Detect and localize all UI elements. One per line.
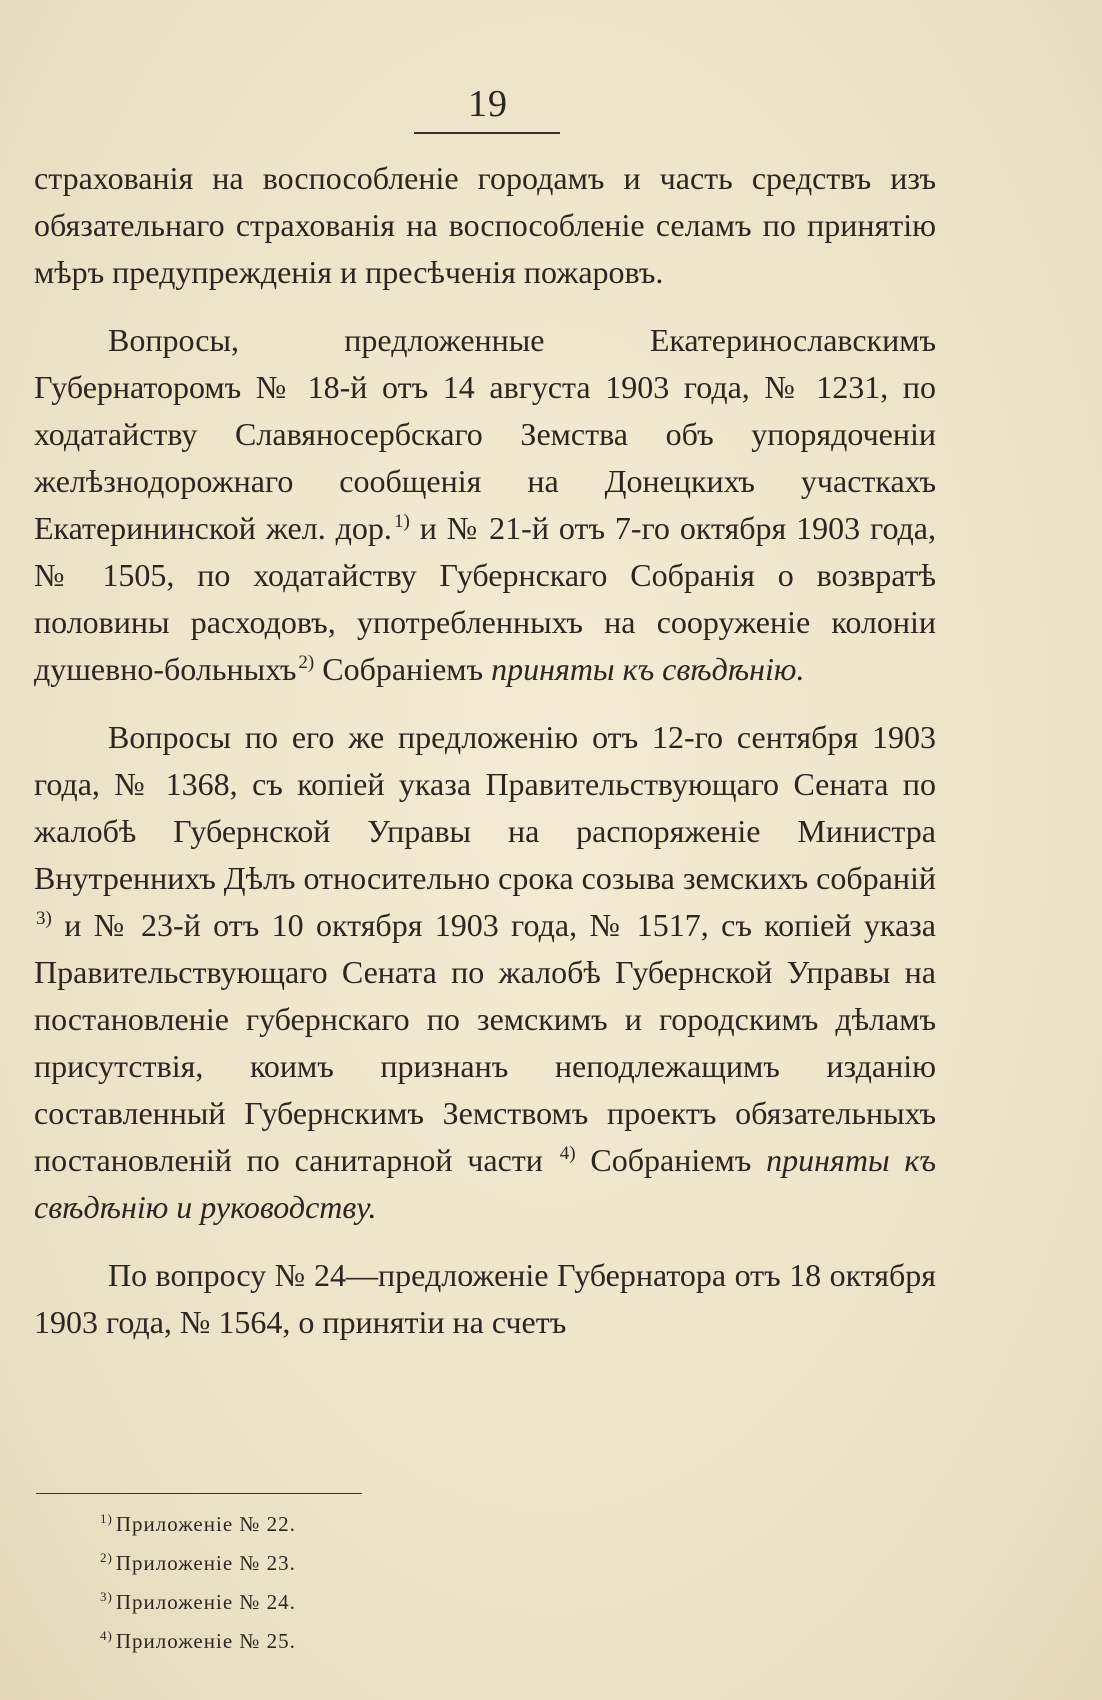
footnote-mark: 2) xyxy=(100,1550,113,1565)
text-run: и № 23-й отъ 10 октября 1903 года, № 1517, съ копіей указа Правительствующаго Сената по жалобѣ Губернской Управы на постановленіе губернскаго по земскимъ и городскимъ дѣламъ присутствія, коимъ признанъ неподлежащимъ изданію составленный Губернскимъ Земствомъ проектъ обязательныхъ постановленій по санитарной части xyxy=(34,907,936,1178)
footnote-mark: 3) xyxy=(100,1589,113,1604)
footnote xyxy=(100,1619,296,1658)
page-number: 19 xyxy=(468,83,508,125)
italic-phrase: приняты къ свѣдѣнію. xyxy=(491,651,805,687)
text-run: и № 21-й отъ 7-го октября 1903 года, № 1505, по ходатайству Губернскаго Собранія о возвратѣ половины расходовъ, употребленныхъ на сооруженіе колоніи душевно-больныхъ xyxy=(34,510,937,687)
footnote-reference: 2) xyxy=(298,652,315,674)
paragraph xyxy=(34,714,936,1231)
paragraph xyxy=(34,155,936,296)
footnote-text: Приложеніе № 22. xyxy=(115,1512,296,1536)
text-run: Собраніемъ xyxy=(314,651,492,687)
text-run: страхованія на воспособленіе городамъ и часть средствъ изъ обязательнаго страхованія на воспособленіе селамъ по принятію мѣръ предупрежденія и пресѣченія пожаровъ. xyxy=(34,160,936,290)
text-run: Вопросы, предложенные Екатеринославскимъ Губернаторомъ № 18-й отъ 14 августа 1903 года, № 1231, по ходатайству Славяносербскаго Земства объ упорядоченіи желѣзнодорожнаго сообщенія на Донецкихъ участкахъ Екатерининской жел. дор. xyxy=(34,322,936,546)
footnote-text: Приложеніе № 25. xyxy=(115,1629,296,1653)
footnote-reference: 3) xyxy=(36,908,52,930)
footnote-reference: 4) xyxy=(559,1143,576,1165)
footnote-mark: 1) xyxy=(100,1511,113,1526)
footnote-text: Приложеніе № 24. xyxy=(115,1590,296,1614)
text-run: Вопросы по его же предложенію отъ 12-го сентября 1903 года, № 1368, съ копіей указа Правительствующаго Сената по жалобѣ Губернской Управы на распоряженіе Министра Внутреннихъ Дѣлъ относительно срока созыва земскихъ собраній xyxy=(34,719,936,896)
footnotes xyxy=(100,1502,296,1658)
footnote-mark: 4) xyxy=(100,1628,113,1643)
footnote-text: Приложеніе № 23. xyxy=(115,1551,296,1575)
text-run: Собраніемъ xyxy=(575,1142,767,1178)
page-number-rule xyxy=(414,132,560,134)
footnote xyxy=(100,1580,296,1619)
paragraph xyxy=(34,317,936,693)
footnote-reference: 1) xyxy=(393,511,410,533)
footnote xyxy=(100,1502,296,1541)
italic-phrase: приняты къ свѣдѣнію и руководству. xyxy=(34,1142,937,1225)
paragraph xyxy=(34,1252,936,1346)
body-text xyxy=(34,155,936,1367)
footnote-separator xyxy=(36,1493,362,1494)
text-run: По вопросу № 24—предложеніе Губернатора отъ 18 октября 1903 года, № 1564, о принятіи на счетъ xyxy=(34,1257,936,1340)
footnote xyxy=(100,1541,296,1580)
